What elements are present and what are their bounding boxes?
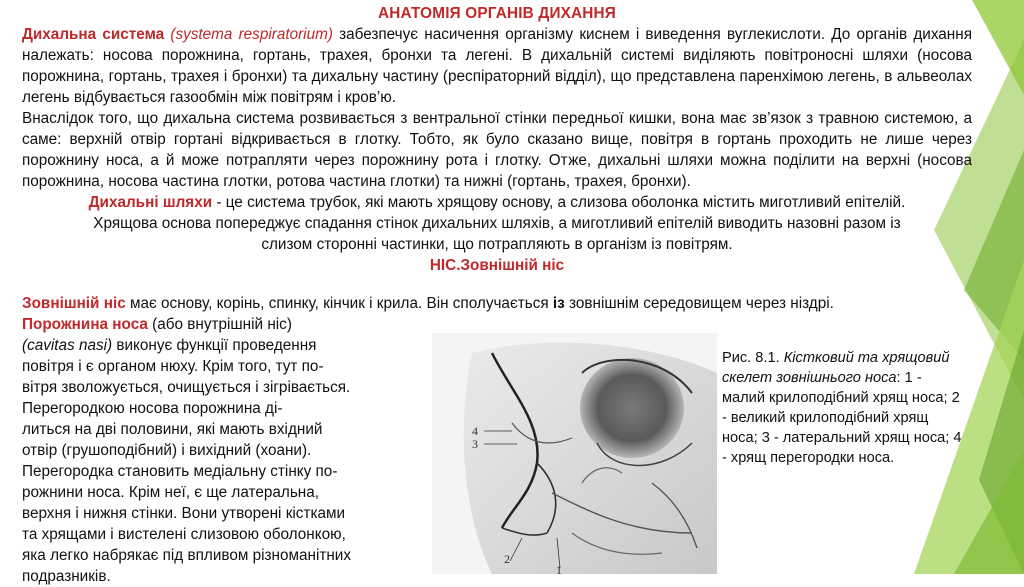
nasal-cavity-text	[22, 314, 412, 587]
airways-line-3: слизом сторонні частинки, що потрапляють в організм із повітрям.	[261, 236, 733, 253]
nasal-cavity-line: Перегородкою носова порожнина ді-	[22, 400, 283, 417]
intro-paragraph	[22, 24, 972, 108]
external-nose-text-b: зовнішнім середовищем через ніздрі.	[564, 295, 834, 312]
nose-section	[22, 293, 972, 585]
nose-skeleton-illustration	[432, 333, 717, 574]
term-respiratory-system: Дихальна система	[22, 26, 165, 43]
section-heading: НІС.Зовнішній ніс	[429, 257, 565, 274]
caption-body: 1 - малий крилоподібний хрящ носа; 2 - великий крилоподібний хрящ носа; 3 - латеральний хрящ носа; 4 - хрящ перегородки носа.	[722, 370, 962, 466]
external-nose-line	[22, 293, 972, 314]
caption-prefix: Рис. 8.1.	[722, 350, 784, 366]
nasal-cavity-line: та хрящами і вистелені слизовою оболонкою,	[22, 526, 346, 543]
external-nose-text-bold: із	[552, 295, 565, 312]
figure-label-1: 1	[556, 563, 562, 574]
figure-caption	[722, 348, 967, 468]
slide-title: АНАТОМІЯ ОРГАНІВ ДИХАННЯ	[378, 5, 616, 22]
nasal-cavity-line: Перегородка становить медіальну стінку по-	[22, 463, 338, 480]
nasal-cavity-line: рожнини носа. Крім неї, є ще латеральна,	[22, 484, 319, 501]
airways-line-2: Хрящова основа попереджує спадання стінок дихальних шляхів, а миготливий епітелій виводить назовні разом із	[93, 215, 901, 232]
intro-text: забезпечує насичення організму киснем і виведення вуглекислоти. До органів дихання належать: носова порожнина, гортань, трахея, бронхи та легені. В дихальній системі виділяють повітроносні шляхи (носова порожнина, гортань, трахея і бронхи) та дихальну частину (респіраторний відділ), що представлена паренхімою легень, в альвеолах легень відбувається газообмін між повітрям і кров’ю.	[22, 26, 972, 106]
figure-label-3: 3	[472, 437, 478, 451]
development-paragraph: Внаслідок того, що дихальна система розвивається з вентральної стінки передньої кишки, вона має зв’язок з травною системою, а саме: верхній отвір гортані відкривається в глотку. Тобто, як було сказано вище, повітря в гортань проходить не лише через порожнину носа, а й може потрапляти через порожнину рота і глотку. Отже, дихальні шляхи можна поділити на верхні (носова порожнина, носова частина глотки, ротова частина глотки) та нижні (гортань, трахея, бронхи).	[22, 110, 972, 190]
external-nose-text-a: має основу, корінь, спинку, кінчик і крила. Він сполучається	[125, 295, 553, 312]
nasal-cavity-line: подразників.	[22, 568, 111, 585]
figure-label-2: 2	[504, 552, 510, 566]
caption-colon: :	[896, 370, 901, 386]
nasal-cavity-heading	[22, 314, 412, 335]
slide-content	[22, 3, 972, 276]
latin-respiratory-system: (systema respiratorium)	[170, 26, 333, 43]
nasal-cavity-line: верхня і нижня стінки. Вони утворені кістками	[22, 505, 346, 522]
term-airways: Дихальні шляхи	[88, 194, 213, 211]
term-nasal-cavity: Порожнина носа	[22, 316, 148, 333]
figure-label-4: 4	[472, 424, 478, 438]
latin-nasal-cavity: (cavitas nasi)	[22, 337, 113, 354]
nasal-cavity-line: вітря зволожується, очищується і зігрівається.	[22, 379, 351, 396]
nasal-cavity-line: литься на дві половини, які мають вхідний	[22, 421, 323, 438]
nasal-cavity-line: яка легко набрякає під впливом різноманітних	[22, 547, 351, 564]
nasal-cavity-line: отвір (грушоподібний) і вихідний (хоани).	[22, 442, 312, 459]
term-external-nose: Зовнішній ніс	[22, 295, 126, 312]
nasal-cavity-line: повітря і є органом нюху. Крім того, тут по-	[22, 358, 324, 375]
airways-line-1	[22, 192, 972, 213]
airways-text-1: - це система трубок, які мають хрящову основу, а слизова оболонка містить миготливий епітелій.	[212, 194, 906, 211]
caption-title: Кістковий та хрящовий скелет зовнішнього носа	[722, 350, 950, 386]
nasal-cavity-term-rest: (або внутрішній ніс)	[147, 316, 292, 333]
nasal-cavity-line: (cavitas nasi) виконує функції проведення	[22, 337, 317, 354]
